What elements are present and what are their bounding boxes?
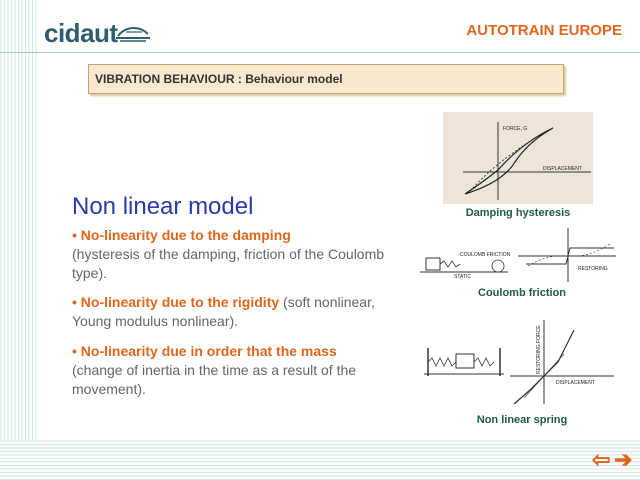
coulomb-caption: Coulomb friction [478,287,566,299]
bullet-text: (soft nonlinear, Young modulus nonlinear). [72,294,375,329]
slide-title-box [88,64,564,94]
bullet-text: (hysteresis of the damping, friction of the Coulomb type). [72,246,385,281]
hysteresis-caption: Damping hysteresis [465,207,571,219]
hysteresis-disp-label: DISPLACEMENT [543,166,582,172]
next-slide-button[interactable]: ➔ [614,447,633,472]
coulomb-label-static: STATIC [454,274,472,280]
header-divider [0,52,640,53]
slide-title: VIBRATION BEHAVIOUR : Behaviour model [95,72,343,86]
bullet-mass [72,342,392,399]
car-logo-icon [116,22,150,44]
coulomb-figure [418,226,618,284]
bullet-lead: • No-linearity due to the damping [72,227,291,243]
coulomb-label-friction: COULOMB FRICTION [460,252,511,258]
bullet-rigidity [72,293,392,331]
spring-caption: Non linear spring [476,414,568,426]
cidaut-logo: cidaut [44,18,118,48]
bullet-damping [72,226,392,283]
spring-figure [424,318,620,406]
bullet-lead: • No-linearity due in order that the mass [72,343,337,359]
hysteresis-force-label: FORCE, G [503,126,528,132]
prev-slide-button[interactable]: ⇦ [592,447,611,472]
bottom-decoration [0,440,640,480]
section-heading: Non linear model [72,193,254,220]
hysteresis-figure [443,112,593,204]
brand-title: AUTOTRAIN EUROPE [466,22,622,39]
left-decoration [0,0,38,480]
bullet-text: (change of inertia in the time as a result of the movement). [72,362,357,397]
coulomb-label-restoring: RESTORING [578,266,608,272]
spring-axis-y-label: RESTORING FORCE [536,325,542,374]
bullet-lead: • No-linearity due to the rigidity [72,294,280,310]
spring-axis-x-label: DISPLACEMENT [556,380,595,386]
